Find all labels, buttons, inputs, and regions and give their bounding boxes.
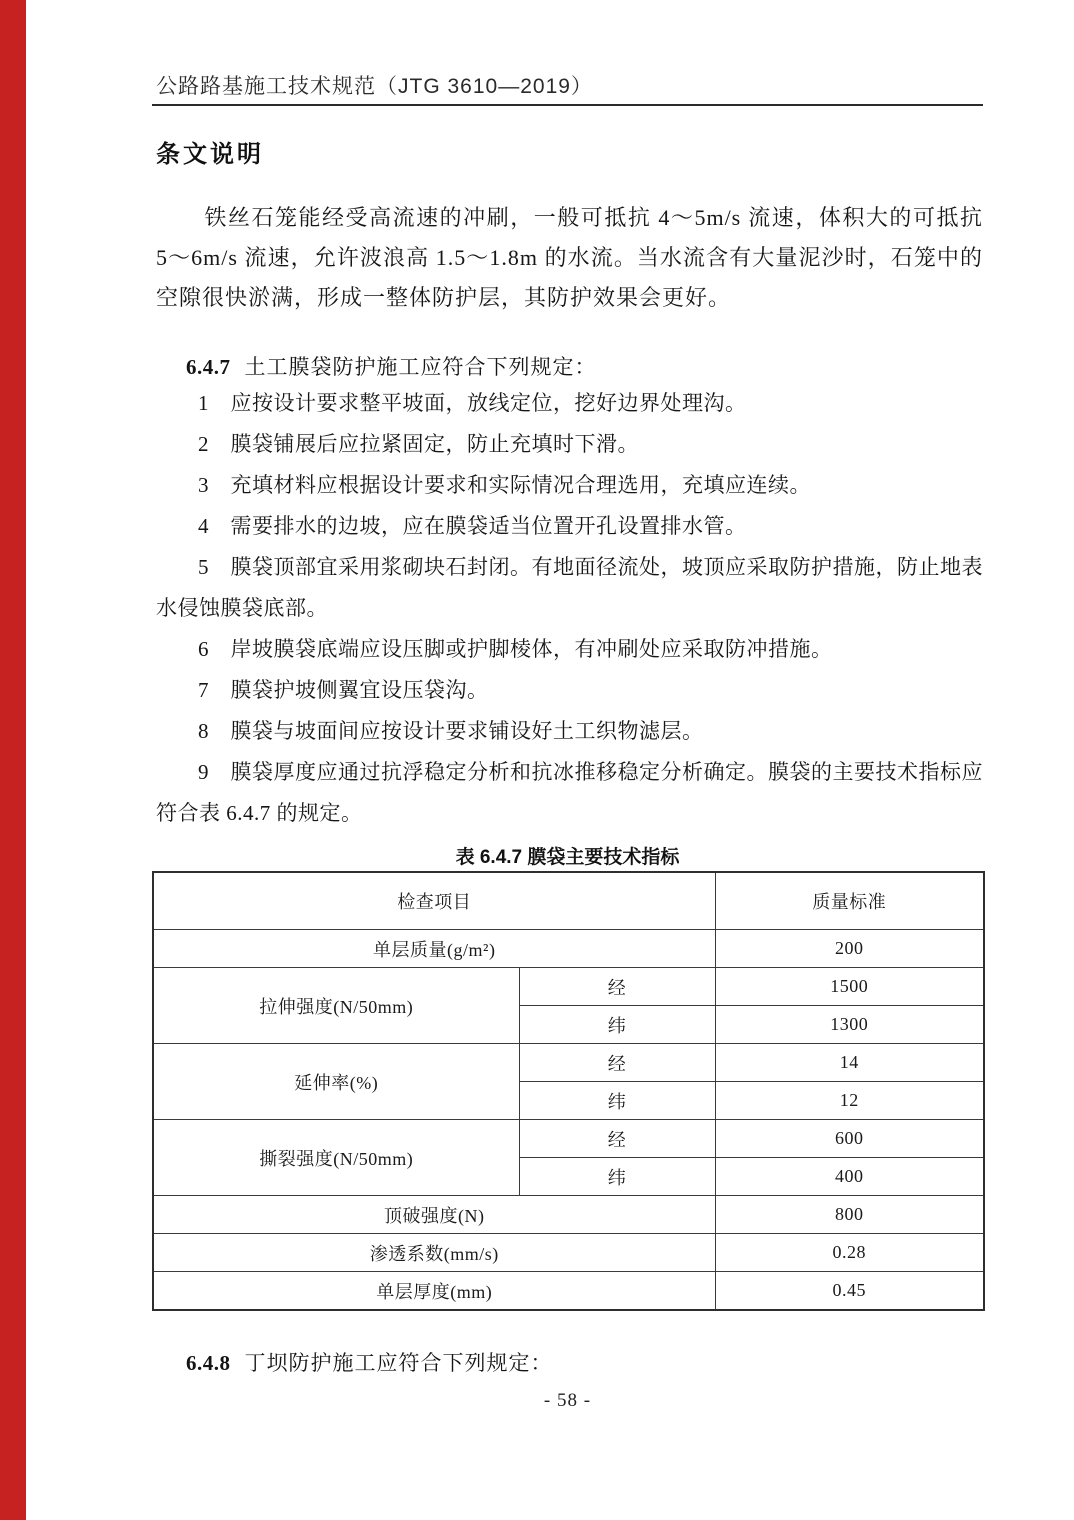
table-caption: 表 6.4.7 膜袋主要技术指标 [455, 847, 680, 868]
section-title: 土工膜袋防护施工应符合下列规定： [244, 355, 597, 379]
page-number: - 58 - [543, 1390, 592, 1411]
list-item: 7 膜袋护坡侧翼宜设压袋沟。 [198, 678, 489, 702]
header-cell-item: 检查项目 [153, 872, 715, 930]
running-header: 公路路基施工技术规范（JTG 3610—2019） [156, 75, 593, 98]
table-row [153, 968, 984, 1006]
explanation-paragraph: 铁丝石笼能经受高流速的冲刷，一般可抵抗 4～5m/s 流速，体积大的可抵抗 5～6m/s 流速，允许波浪高 1.5～1.8m 的水流。当水流含有大量泥沙时，石笼中的空隙很快淤满，形成一整体防护层，其防护效果会更好。 [156, 205, 983, 310]
dir-cell: 经 [519, 1120, 715, 1158]
dir-cell: 经 [519, 968, 715, 1006]
section-6-4-7-heading [156, 351, 983, 381]
row-value: 400 [715, 1158, 984, 1196]
table-row [153, 1044, 984, 1082]
section-number: 6.4.7 [186, 355, 231, 379]
list-item: 8 膜袋与坡面间应按设计要求铺设好土工织物滤层。 [198, 719, 704, 743]
row-label: 渗透系数(mm/s) [153, 1234, 715, 1272]
table-header-row [153, 872, 984, 930]
table-row [153, 1272, 984, 1311]
header-rule [152, 104, 983, 106]
row-value: 12 [715, 1082, 984, 1120]
row-value: 1300 [715, 1006, 984, 1044]
row-label: 撕裂强度(N/50mm) [153, 1120, 519, 1196]
explanation-heading: 条文说明 [156, 142, 264, 168]
list-item: 4 需要排水的边坡，应在膜袋适当位置开孔设置排水管。 [198, 514, 747, 538]
row-value: 200 [715, 930, 984, 968]
list-item: 3 充填材料应根据设计要求和实际情况合理选用，充填应连续。 [198, 473, 811, 497]
table-row [153, 930, 984, 968]
table-row [153, 1234, 984, 1272]
spec-table [152, 871, 985, 1311]
section-6-4-7-items [156, 383, 983, 834]
list-item: 2 膜袋铺展后应拉紧固定，防止充填时下滑。 [198, 432, 639, 456]
table-row [153, 1120, 984, 1158]
section-number: 6.4.8 [186, 1351, 231, 1375]
dir-cell: 纬 [519, 1082, 715, 1120]
dir-cell: 纬 [519, 1158, 715, 1196]
list-item: 6 岸坡膜袋底端应设压脚或护脚棱体，有冲刷处应采取防冲措施。 [198, 637, 833, 661]
row-value: 0.28 [715, 1234, 984, 1272]
row-label: 拉伸强度(N/50mm) [153, 968, 519, 1044]
list-item: 9 膜袋厚度应通过抗浮稳定分析和抗冰推移稳定分析确定。膜袋的主要技术指标应符合表 6.4.7 的规定。 [156, 760, 983, 825]
header-cell-standard: 质量标准 [715, 872, 984, 930]
row-label: 顶破强度(N) [153, 1196, 715, 1234]
list-item: 5 膜袋顶部宜采用浆砌块石封闭。有地面径流处，坡顶应采取防护措施，防止地表水侵蚀膜袋底部。 [156, 555, 983, 620]
row-value: 800 [715, 1196, 984, 1234]
row-value: 0.45 [715, 1272, 984, 1311]
section-title: 丁坝防护施工应符合下列规定： [244, 1351, 553, 1375]
row-label: 延伸率(%) [153, 1044, 519, 1120]
list-item: 1 应按设计要求整平坡面，放线定位，挖好边界处理沟。 [198, 391, 747, 415]
dir-cell: 纬 [519, 1006, 715, 1044]
red-edge-strip [0, 0, 26, 1520]
row-label: 单层厚度(mm) [153, 1272, 715, 1311]
row-value: 1500 [715, 968, 984, 1006]
dir-cell: 经 [519, 1044, 715, 1082]
row-value: 14 [715, 1044, 984, 1082]
row-value: 600 [715, 1120, 984, 1158]
section-6-4-8-heading [156, 1347, 983, 1377]
row-label: 单层质量(g/m²) [153, 930, 715, 968]
table-row [153, 1196, 984, 1234]
